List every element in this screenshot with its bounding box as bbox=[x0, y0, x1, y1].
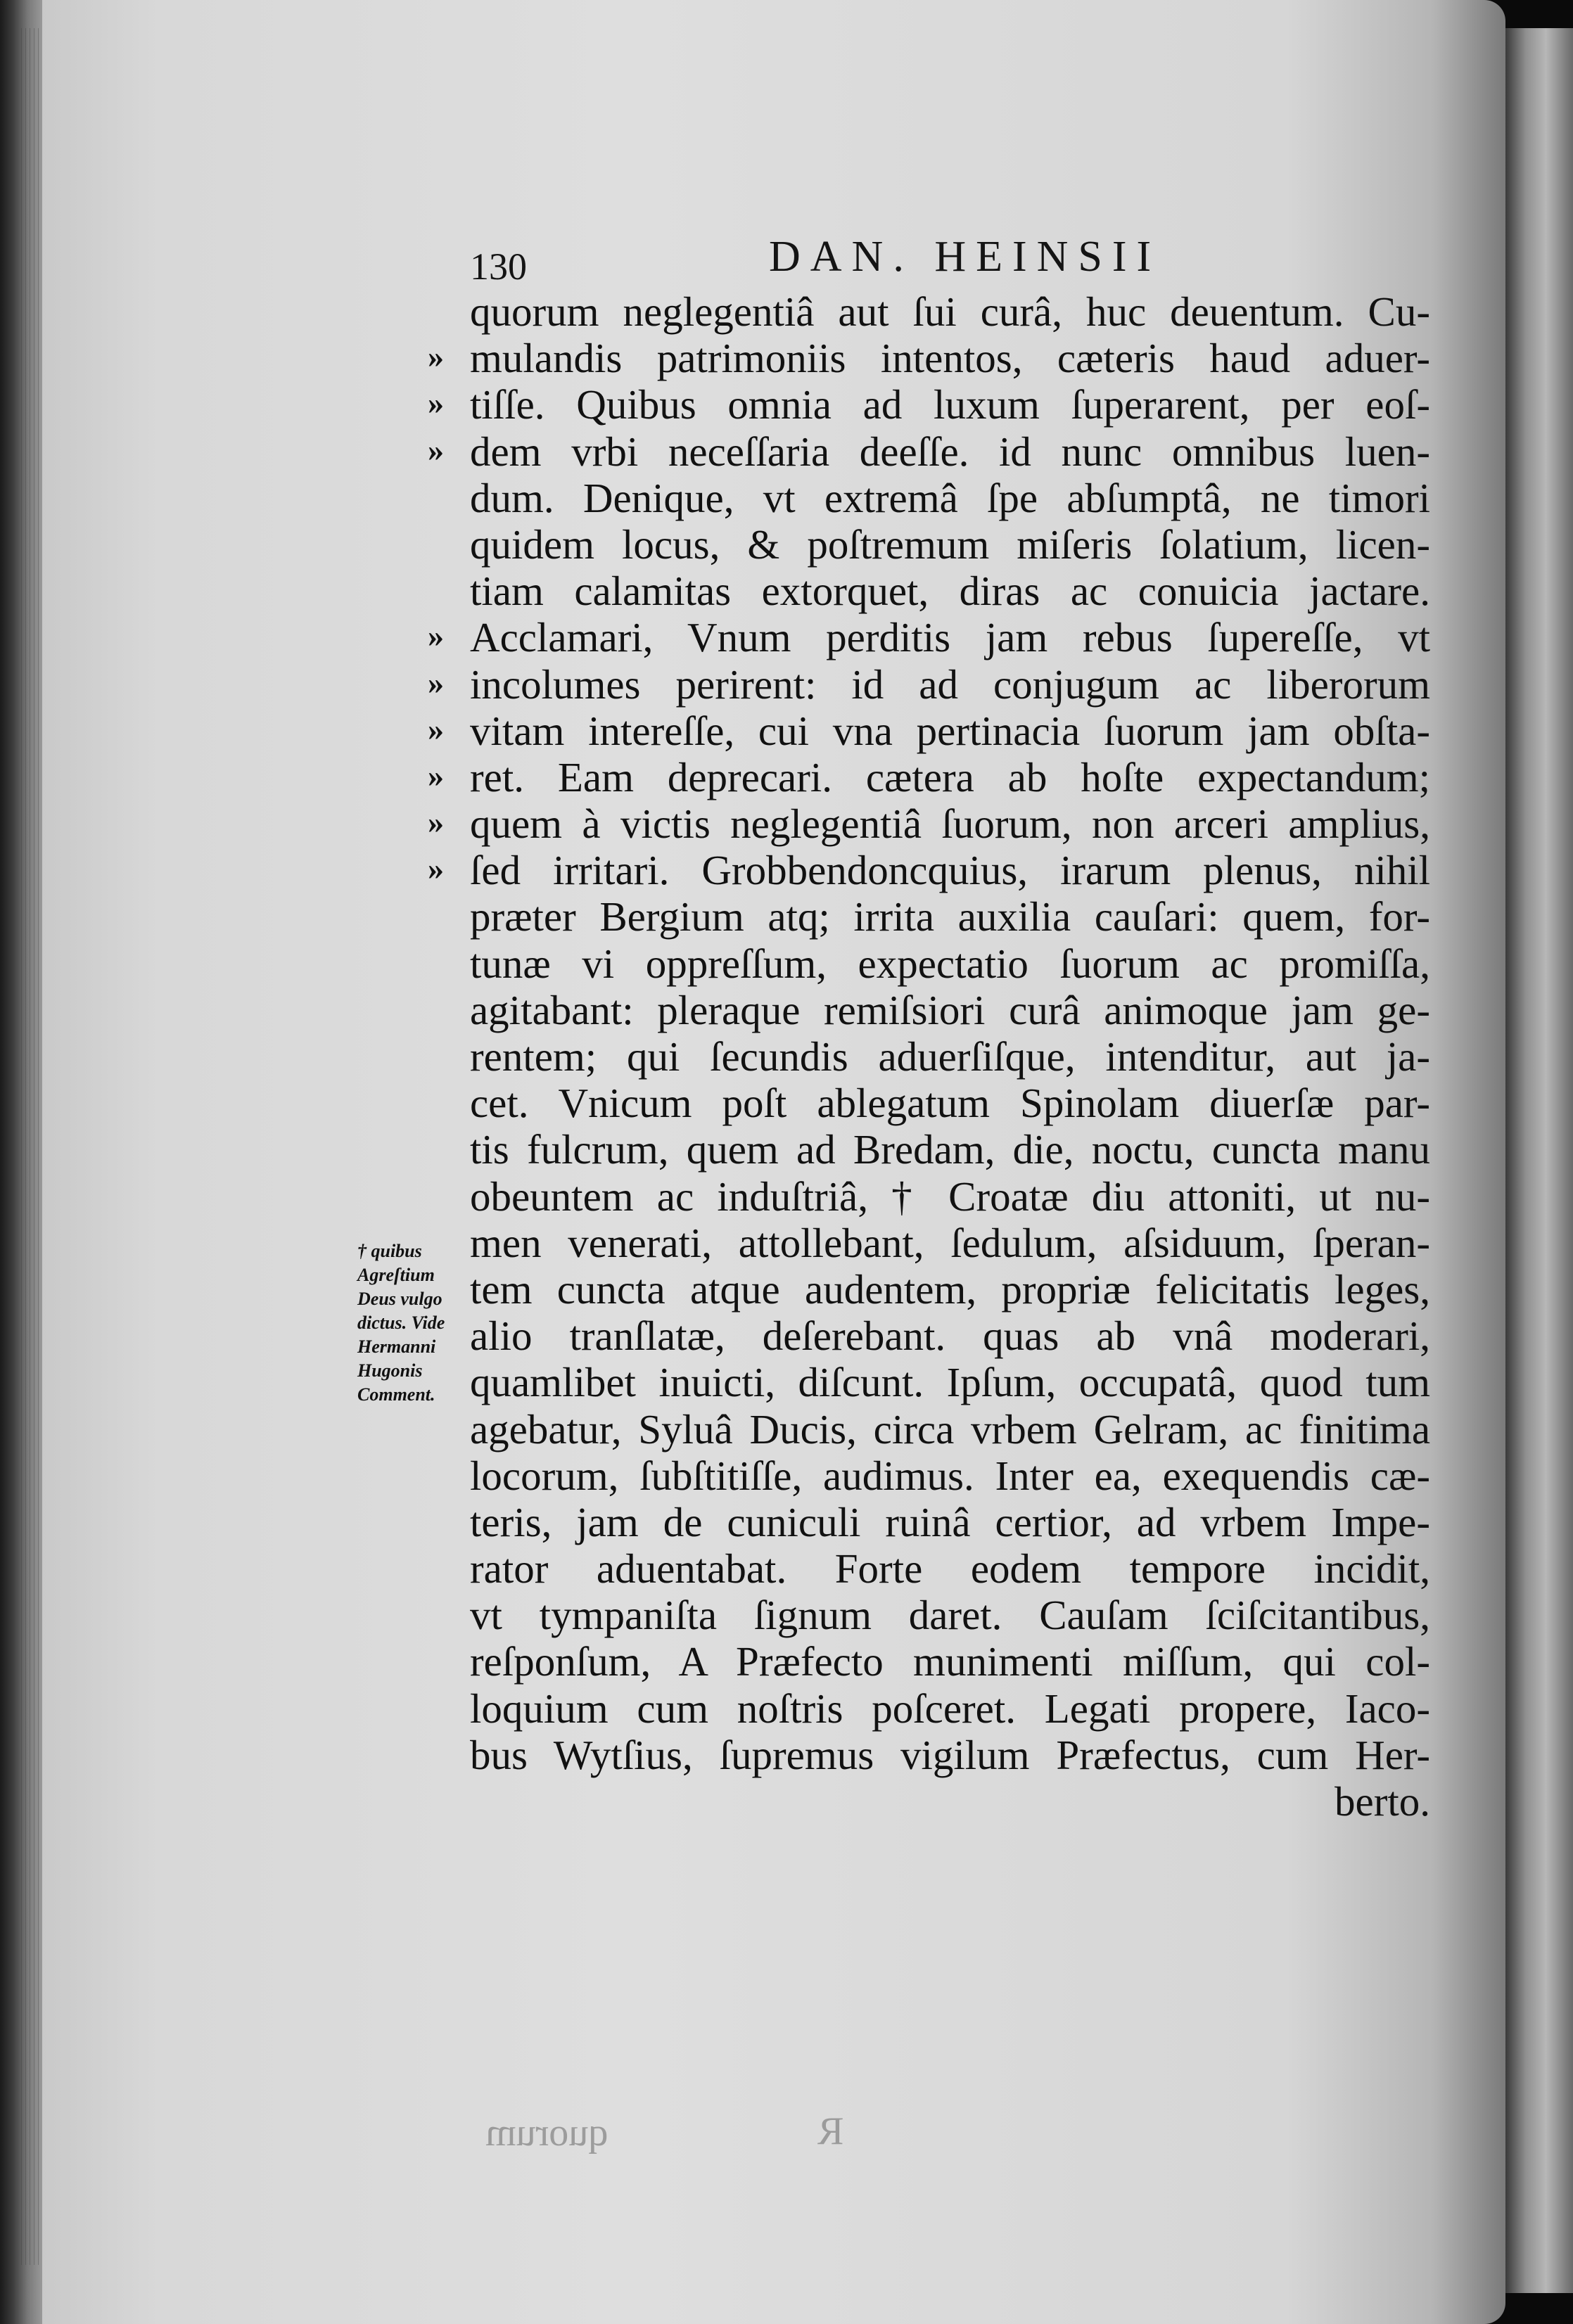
marginal-note bbox=[357, 1239, 463, 1407]
text-line: ſed irritari. Grobbendoncquius, irarum plenus, nihil bbox=[470, 847, 1430, 894]
text-line: rentem; qui ſecundis aduerſiſque, intenditur, aut ja- bbox=[470, 1033, 1430, 1080]
text-line: agitabant: pleraque remiſsiori curâ animoque jam ge- bbox=[470, 986, 1430, 1033]
text-line: alio tranſlatæ, deſerebant. quas ab vnâ moderari, bbox=[470, 1313, 1430, 1360]
text-line: agebatur, Syluâ Ducis, circa vrbem Gelram, ac finitima bbox=[470, 1405, 1430, 1452]
text-line: vitam intereſſe, cui vna pertinacia ſuorum jam obſta- bbox=[470, 707, 1430, 754]
quotation-mark: » bbox=[428, 758, 444, 793]
text-line: tunæ vi oppreſſum, expectatio ſuorum ac promiſſa, bbox=[470, 940, 1430, 987]
text-line: locorum, ſubſtitiſſe, audimus. Inter ea, exequendis cæ- bbox=[470, 1452, 1430, 1499]
text-line: men venerati, attollebant, ſedulum, aſsiduum, ſperan- bbox=[470, 1219, 1430, 1266]
text-line: dum. Denique, vt extremâ ſpe abſumptâ, ne timori bbox=[470, 474, 1430, 521]
text-line: præter Bergium atq; irrita auxilia cauſari: quem, for- bbox=[470, 893, 1430, 940]
text-line: obeuntem ac induſtriâ, † Croatæ diu attoniti, ut nu- bbox=[470, 1173, 1430, 1220]
text-line: tiſſe. Quibus omnia ad luxum ſuperarent, per eoſ- bbox=[470, 381, 1430, 428]
quotation-mark: » bbox=[428, 710, 444, 747]
text-line: tis fulcrum, quem ad Bredam, die, noctu, cuncta manu bbox=[470, 1126, 1430, 1173]
text-line: tem cuncta atque audentem, propriæ felicitatis leges, bbox=[470, 1265, 1430, 1313]
text-line: teris, jam de cuniculi ruinâ certior, ad vrbem Impe- bbox=[470, 1498, 1430, 1545]
marginal-note-line: Agreſtium bbox=[357, 1265, 435, 1285]
text-line: incolumes perirent: id ad conjugum ac liberorum bbox=[470, 660, 1430, 708]
text-line: vt tympaniſta ſignum daret. Cauſam ſciſcitantibus, bbox=[470, 1592, 1430, 1639]
text-line: reſponſum, A Præfecto munimenti miſſum, qui col- bbox=[470, 1638, 1430, 1685]
body-text bbox=[470, 288, 1430, 1825]
marginal-note-line: dictus. Vide bbox=[357, 1313, 445, 1333]
show-through-letter: R bbox=[817, 2109, 844, 2153]
text-line: mulandis patrimoniis intentos, cæteris haud aduer- bbox=[470, 335, 1430, 382]
running-head bbox=[470, 232, 1427, 295]
quotation-mark: » bbox=[428, 338, 444, 375]
quotation-mark: » bbox=[428, 664, 444, 701]
quotation-mark: » bbox=[428, 385, 444, 421]
text-line: loquium cum noſtris poſceret. Legati propere, Iaco- bbox=[470, 1685, 1430, 1732]
quotation-mark: » bbox=[428, 431, 444, 468]
text-line: tiam calamitas extorquet, diras ac conuicia jactare. bbox=[470, 568, 1430, 615]
text-line: cet. Vnicum poſt ablegatum Spinolam diuerſæ par- bbox=[470, 1080, 1430, 1127]
text-line: Acclamari, Vnum perditis jam rebus ſupereſſe, vt bbox=[470, 614, 1430, 661]
marginal-note-line: Hermanni bbox=[357, 1336, 436, 1357]
marginal-note-line: Deus vulgo bbox=[357, 1289, 442, 1309]
facing-page-edge bbox=[1505, 28, 1573, 2293]
text-line: quidem locus, & poſtremum miſeris ſolatium, licen- bbox=[470, 521, 1430, 568]
text-line: quorum neglegentiâ aut ſui curâ, huc deuentum. Cu- bbox=[470, 288, 1430, 335]
text-line: rator aduentabat. Forte eodem tempore incidit, bbox=[470, 1545, 1430, 1592]
text-line: quem à victis neglegentiâ ſuorum, non arceri amplius, bbox=[470, 800, 1430, 848]
marginal-note-line: † quibus bbox=[357, 1241, 422, 1261]
show-through-catchword: quorum bbox=[485, 2111, 609, 2154]
text-line: dem vrbi neceſſaria deeſſe. id nunc omnibus luen- bbox=[470, 428, 1430, 475]
page-number: 130 bbox=[470, 245, 527, 288]
running-title: DAN. HEINSII bbox=[769, 233, 1161, 281]
quotation-mark: » bbox=[428, 850, 444, 887]
text-line: quamlibet inuicti, diſcunt. Ipſum, occupatâ, quod tum bbox=[470, 1359, 1430, 1406]
marginal-note-line: Hugonis bbox=[357, 1360, 423, 1381]
text-line: ret. Eam deprecari. cætera ab hoſte expectandum; bbox=[470, 753, 1430, 800]
quotation-mark: » bbox=[428, 804, 444, 841]
text-line: bus Wytſius, ſupremus vigilum Præfectus, cum Her- bbox=[470, 1731, 1430, 1778]
text-line: berto. bbox=[1335, 1778, 1430, 1825]
marginal-note-line: Comment. bbox=[357, 1384, 435, 1405]
quotation-mark: » bbox=[428, 618, 444, 654]
